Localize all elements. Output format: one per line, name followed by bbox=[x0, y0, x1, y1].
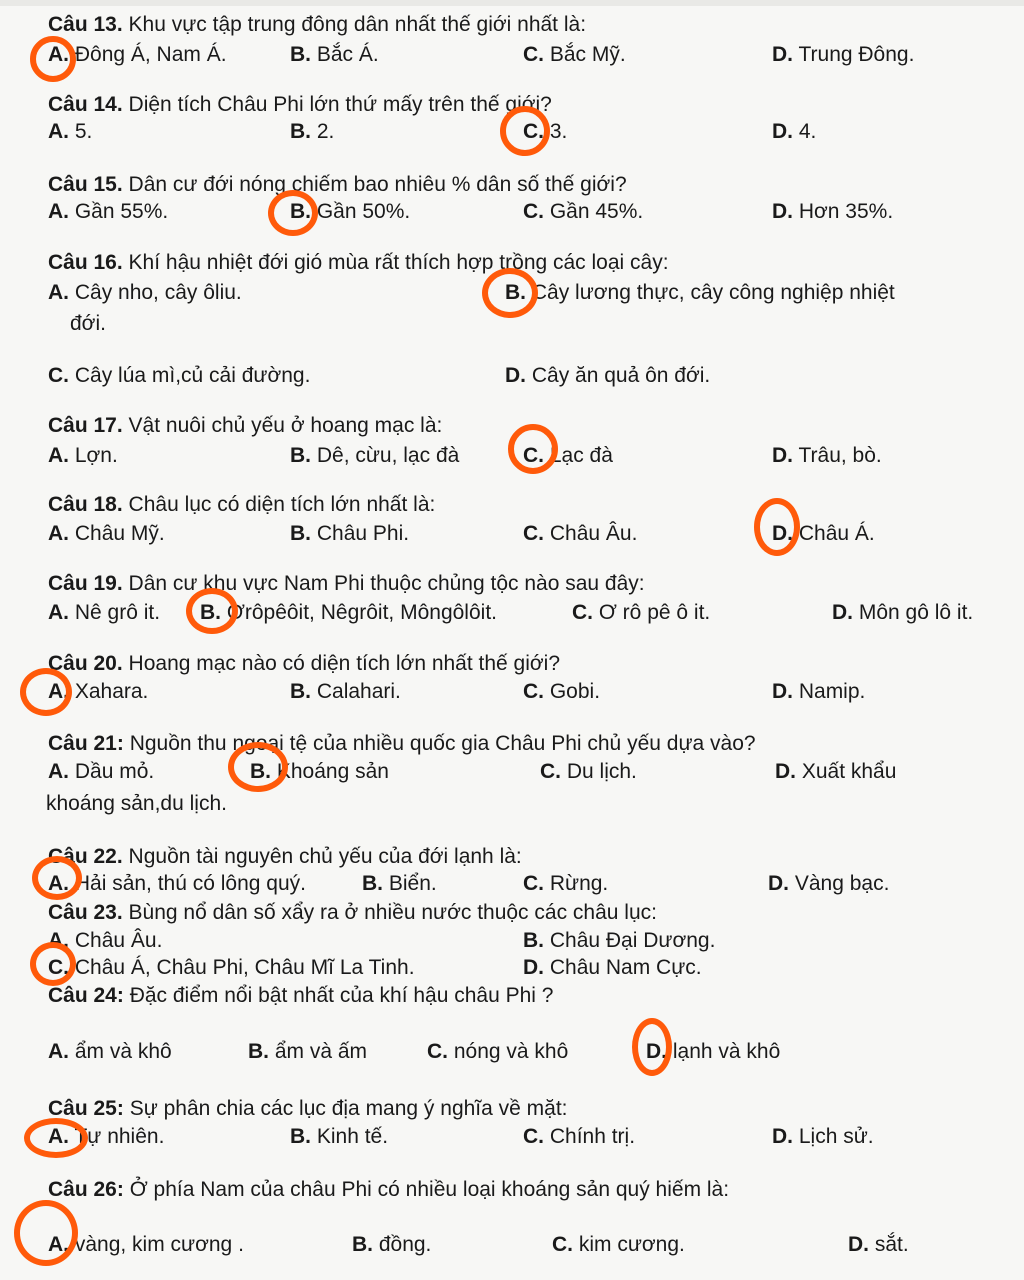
option-letter: A. bbox=[48, 1125, 69, 1148]
option-letter: C. bbox=[427, 1040, 448, 1063]
question-text: Khu vực tập trung đông dân nhất thế giới nhất là: bbox=[128, 13, 587, 36]
option-continuation: khoáng sản,du lịch. bbox=[46, 792, 227, 815]
question-14-title bbox=[48, 92, 552, 118]
option-d[interactable] bbox=[772, 119, 816, 145]
option-d[interactable] bbox=[772, 443, 882, 469]
option-letter: B. bbox=[200, 601, 221, 624]
option-text: Bắc Mỹ. bbox=[549, 43, 626, 66]
option-letter: A. bbox=[48, 120, 69, 143]
option-text: 4. bbox=[798, 120, 817, 143]
question-22-title bbox=[48, 844, 522, 870]
question-13-title bbox=[48, 12, 586, 38]
question-18-title bbox=[48, 492, 435, 518]
question-number: Câu 20. bbox=[48, 652, 123, 675]
option-letter: C. bbox=[523, 1125, 544, 1148]
option-d[interactable] bbox=[772, 521, 875, 547]
option-text: Cây nho, cây ôliu. bbox=[74, 281, 242, 304]
question-26-title bbox=[48, 1177, 729, 1203]
option-letter: A. bbox=[48, 760, 69, 783]
option-letter: D. bbox=[772, 200, 793, 223]
option-letter: C. bbox=[572, 601, 593, 624]
question-text: Dân cư đới nóng chiếm bao nhiêu % dân số thế giới? bbox=[128, 173, 627, 196]
question-number: Câu 21: bbox=[48, 732, 124, 755]
option-text: Chính trị. bbox=[549, 1125, 636, 1148]
option-letter: C. bbox=[552, 1233, 573, 1256]
option-text: Châu Phi. bbox=[316, 522, 410, 545]
option-letter: D. bbox=[772, 43, 793, 66]
option-text: Gobi. bbox=[549, 680, 601, 703]
option-text: kim cương. bbox=[578, 1233, 685, 1256]
option-letter: D. bbox=[523, 956, 544, 979]
option-letter: D. bbox=[832, 601, 853, 624]
option-letter: D. bbox=[772, 120, 793, 143]
option-d[interactable] bbox=[505, 363, 710, 389]
option-a[interactable] bbox=[48, 1039, 172, 1065]
option-text: Vàng bạc. bbox=[794, 872, 890, 895]
option-letter: C. bbox=[523, 444, 544, 467]
option-text: ẩm và ấm bbox=[274, 1040, 368, 1063]
option-text: Cây lương thực, cây công nghiệp nhiệt bbox=[531, 281, 895, 304]
option-letter: A. bbox=[48, 444, 69, 467]
option-text: Rừng. bbox=[549, 872, 609, 895]
question-number: Câu 25: bbox=[48, 1097, 124, 1120]
option-letter: D. bbox=[505, 364, 526, 387]
option-text: Môn gô lô it. bbox=[858, 601, 974, 624]
option-d[interactable] bbox=[646, 1039, 780, 1065]
option-letter: A. bbox=[48, 200, 69, 223]
option-letter: B. bbox=[248, 1040, 269, 1063]
option-text: Cây ăn quả ôn đới. bbox=[531, 364, 711, 387]
option-c[interactable] bbox=[523, 679, 600, 705]
option-text: Hơn 35%. bbox=[798, 200, 894, 223]
question-text: Diện tích Châu Phi lớn thứ mấy trên thế giới? bbox=[128, 93, 552, 116]
option-letter: C. bbox=[48, 364, 69, 387]
option-b[interactable] bbox=[290, 443, 459, 469]
option-a[interactable] bbox=[48, 443, 118, 469]
option-letter: B. bbox=[250, 760, 271, 783]
option-c[interactable] bbox=[48, 363, 310, 389]
option-text: 3. bbox=[549, 120, 568, 143]
option-letter: D. bbox=[768, 872, 789, 895]
question-number: Câu 16. bbox=[48, 251, 123, 274]
question-20-title bbox=[48, 651, 560, 677]
option-b[interactable] bbox=[362, 871, 437, 897]
option-letter: B. bbox=[290, 200, 311, 223]
option-text: Châu Âu. bbox=[549, 522, 638, 545]
option-a[interactable] bbox=[48, 871, 306, 897]
option-text: Châu Đại Dương. bbox=[549, 929, 716, 952]
option-letter: B. bbox=[290, 444, 311, 467]
option-a[interactable] bbox=[48, 521, 165, 547]
option-letter: B. bbox=[290, 120, 311, 143]
question-text: Đặc điểm nổi bật nhất của khí hậu châu Phi ? bbox=[129, 984, 554, 1007]
option-b[interactable] bbox=[290, 1124, 388, 1150]
option-c[interactable] bbox=[523, 1124, 635, 1150]
option-c[interactable] bbox=[523, 443, 613, 469]
option-d[interactable] bbox=[772, 42, 914, 68]
question-text: Sự phân chia các lục địa mang ý nghĩa về mặt: bbox=[129, 1097, 568, 1120]
option-letter: A. bbox=[48, 929, 69, 952]
question-19-title bbox=[48, 571, 645, 597]
question-25-title bbox=[48, 1096, 568, 1122]
option-c[interactable] bbox=[523, 119, 567, 145]
option-text: Ơ rô pê ô it. bbox=[598, 601, 711, 624]
option-text: Nê grô it. bbox=[74, 601, 161, 624]
question-16-title bbox=[48, 250, 669, 276]
option-text: Khoáng sản bbox=[276, 760, 389, 783]
question-number: Câu 22. bbox=[48, 845, 123, 868]
option-letter: A. bbox=[48, 43, 69, 66]
option-text: sắt. bbox=[874, 1233, 909, 1256]
option-letter: D. bbox=[772, 680, 793, 703]
option-b[interactable] bbox=[523, 928, 715, 954]
option-text: 5. bbox=[74, 120, 93, 143]
option-c[interactable] bbox=[572, 600, 710, 626]
option-c[interactable] bbox=[523, 521, 637, 547]
option-text: Xahara. bbox=[74, 680, 149, 703]
question-text: Ở phía Nam của châu Phi có nhiều loại khoáng sản quý hiếm là: bbox=[129, 1178, 730, 1201]
option-letter: A. bbox=[48, 601, 69, 624]
option-letter: C. bbox=[523, 680, 544, 703]
option-text: Châu Mỹ. bbox=[74, 522, 165, 545]
option-text: Ơrôpêôit, Nêgrôit, Môngôlôit. bbox=[226, 601, 497, 624]
option-text: Châu Á, Châu Phi, Châu Mĩ La Tinh. bbox=[74, 956, 415, 979]
question-text: Châu lục có diện tích lớn nhất là: bbox=[128, 493, 436, 516]
option-text: Tự nhiên. bbox=[74, 1125, 165, 1148]
option-text: Calahari. bbox=[316, 680, 401, 703]
option-letter: B. bbox=[523, 929, 544, 952]
question-17-title bbox=[48, 413, 442, 439]
option-letter: B. bbox=[352, 1233, 373, 1256]
option-letter: A. bbox=[48, 1233, 69, 1256]
option-c[interactable] bbox=[427, 1039, 568, 1065]
question-number: Câu 24: bbox=[48, 984, 124, 1007]
question-number: Câu 14. bbox=[48, 93, 123, 116]
option-text: Châu Á. bbox=[798, 522, 875, 545]
question-text: Khí hậu nhiệt đới gió mùa rất thích hợp trồng các loại cây: bbox=[128, 251, 669, 274]
option-letter: B. bbox=[290, 43, 311, 66]
question-number: Câu 19. bbox=[48, 572, 123, 595]
option-a[interactable] bbox=[48, 199, 168, 225]
option-b[interactable] bbox=[200, 600, 497, 626]
option-c[interactable] bbox=[48, 955, 415, 981]
option-d[interactable] bbox=[772, 679, 865, 705]
option-text: Châu Nam Cực. bbox=[549, 956, 702, 979]
option-text: 2. bbox=[316, 120, 335, 143]
option-text: Châu Âu. bbox=[74, 929, 163, 952]
option-letter: A. bbox=[48, 872, 69, 895]
option-text: lạnh và khô bbox=[672, 1040, 781, 1063]
option-c[interactable] bbox=[523, 199, 643, 225]
option-letter: C. bbox=[48, 956, 69, 979]
option-c[interactable] bbox=[552, 1232, 685, 1258]
option-a[interactable] bbox=[48, 928, 162, 954]
option-letter: C. bbox=[523, 200, 544, 223]
option-text: Du lịch. bbox=[566, 760, 637, 783]
question-number: Câu 17. bbox=[48, 414, 123, 437]
option-d[interactable] bbox=[772, 199, 893, 225]
option-b[interactable] bbox=[250, 759, 389, 785]
option-a[interactable] bbox=[48, 1232, 244, 1258]
option-text: Lịch sử. bbox=[798, 1125, 874, 1148]
option-c[interactable] bbox=[523, 42, 626, 68]
option-text: Lợn. bbox=[74, 444, 118, 467]
option-b[interactable] bbox=[248, 1039, 367, 1065]
question-number: Câu 23. bbox=[48, 901, 123, 924]
option-letter: D. bbox=[646, 1040, 667, 1063]
option-text: Bắc Á. bbox=[316, 43, 379, 66]
option-text: Namip. bbox=[798, 680, 866, 703]
question-21-title bbox=[48, 731, 756, 757]
option-text: Cây lúa mì,củ cải đường. bbox=[74, 364, 311, 387]
option-b[interactable] bbox=[290, 521, 409, 547]
option-a[interactable] bbox=[48, 42, 227, 68]
option-b[interactable] bbox=[290, 42, 379, 68]
option-b[interactable] bbox=[290, 119, 334, 145]
option-text: Trung Đông. bbox=[798, 43, 915, 66]
option-text: Kinh tế. bbox=[316, 1125, 389, 1148]
option-text: vàng, kim cương . bbox=[74, 1233, 244, 1256]
question-number: Câu 26: bbox=[48, 1178, 124, 1201]
option-d[interactable] bbox=[775, 759, 896, 785]
option-text: Dê, cừu, lạc đà bbox=[316, 444, 460, 467]
option-letter: D. bbox=[772, 1125, 793, 1148]
question-23-title bbox=[48, 900, 657, 926]
option-letter: B. bbox=[362, 872, 383, 895]
option-letter: C. bbox=[523, 43, 544, 66]
option-a[interactable] bbox=[48, 280, 242, 306]
option-text: Trâu, bò. bbox=[798, 444, 882, 467]
option-letter: D. bbox=[772, 522, 793, 545]
option-letter: B. bbox=[290, 522, 311, 545]
option-letter: A. bbox=[48, 522, 69, 545]
option-c[interactable] bbox=[540, 759, 637, 785]
option-letter: B. bbox=[505, 281, 526, 304]
question-number: Câu 18. bbox=[48, 493, 123, 516]
question-text: Nguồn thu ngoại tệ của nhiều quốc gia Châu Phi chủ yếu dựa vào? bbox=[129, 732, 756, 755]
option-letter: D. bbox=[772, 444, 793, 467]
option-a[interactable] bbox=[48, 679, 148, 705]
question-text: Nguồn tài nguyên chủ yếu của đới lạnh là: bbox=[128, 845, 522, 868]
option-letter: D. bbox=[848, 1233, 869, 1256]
option-b[interactable] bbox=[290, 679, 401, 705]
option-text: Đông Á, Nam Á. bbox=[74, 43, 227, 66]
question-text: Dân cư khu vực Nam Phi thuộc chủng tộc nào sau đây: bbox=[128, 572, 645, 595]
option-letter: C. bbox=[523, 872, 544, 895]
option-a[interactable] bbox=[48, 119, 92, 145]
option-d[interactable] bbox=[832, 600, 973, 626]
option-d[interactable] bbox=[772, 1124, 874, 1150]
option-letter: C. bbox=[523, 522, 544, 545]
option-text: Lạc đà bbox=[549, 444, 613, 467]
option-letter: C. bbox=[540, 760, 561, 783]
option-letter: D. bbox=[775, 760, 796, 783]
question-text: Hoang mạc nào có diện tích lớn nhất thế giới? bbox=[128, 652, 561, 675]
option-a[interactable] bbox=[48, 759, 154, 785]
option-text: Gần 50%. bbox=[316, 200, 411, 223]
option-letter: B. bbox=[290, 680, 311, 703]
page-top-edge bbox=[0, 0, 1024, 6]
question-24-title bbox=[48, 983, 553, 1009]
question-15-title bbox=[48, 172, 627, 198]
option-text: Xuất khẩu bbox=[801, 760, 897, 783]
option-b[interactable] bbox=[352, 1232, 431, 1258]
option-letter: B. bbox=[290, 1125, 311, 1148]
option-continuation: đới. bbox=[70, 312, 106, 335]
option-c[interactable] bbox=[523, 871, 608, 897]
option-d[interactable] bbox=[523, 955, 702, 981]
question-number: Câu 13. bbox=[48, 13, 123, 36]
option-text: ẩm và khô bbox=[74, 1040, 172, 1063]
option-letter: A. bbox=[48, 680, 69, 703]
option-text: nóng và khô bbox=[453, 1040, 569, 1063]
question-text: Bùng nổ dân số xẩy ra ở nhiều nước thuộc các châu lục: bbox=[128, 901, 657, 924]
option-text: Dầu mỏ. bbox=[74, 760, 155, 783]
option-text: Gần 45%. bbox=[549, 200, 644, 223]
option-letter: A. bbox=[48, 1040, 69, 1063]
option-text: Gần 55%. bbox=[74, 200, 169, 223]
option-b[interactable] bbox=[290, 199, 410, 225]
option-text: Biển. bbox=[388, 872, 437, 895]
option-a[interactable] bbox=[48, 1124, 164, 1150]
question-number: Câu 15. bbox=[48, 173, 123, 196]
option-b[interactable] bbox=[505, 280, 895, 306]
question-text: Vật nuôi chủ yếu ở hoang mạc là: bbox=[128, 414, 443, 437]
option-text: Hải sản, thú có lông quý. bbox=[74, 872, 306, 895]
option-letter: A. bbox=[48, 281, 69, 304]
option-d[interactable] bbox=[768, 871, 889, 897]
option-text: đồng. bbox=[378, 1233, 432, 1256]
option-letter: C. bbox=[523, 120, 544, 143]
option-a[interactable] bbox=[48, 600, 160, 626]
option-d[interactable] bbox=[848, 1232, 909, 1258]
